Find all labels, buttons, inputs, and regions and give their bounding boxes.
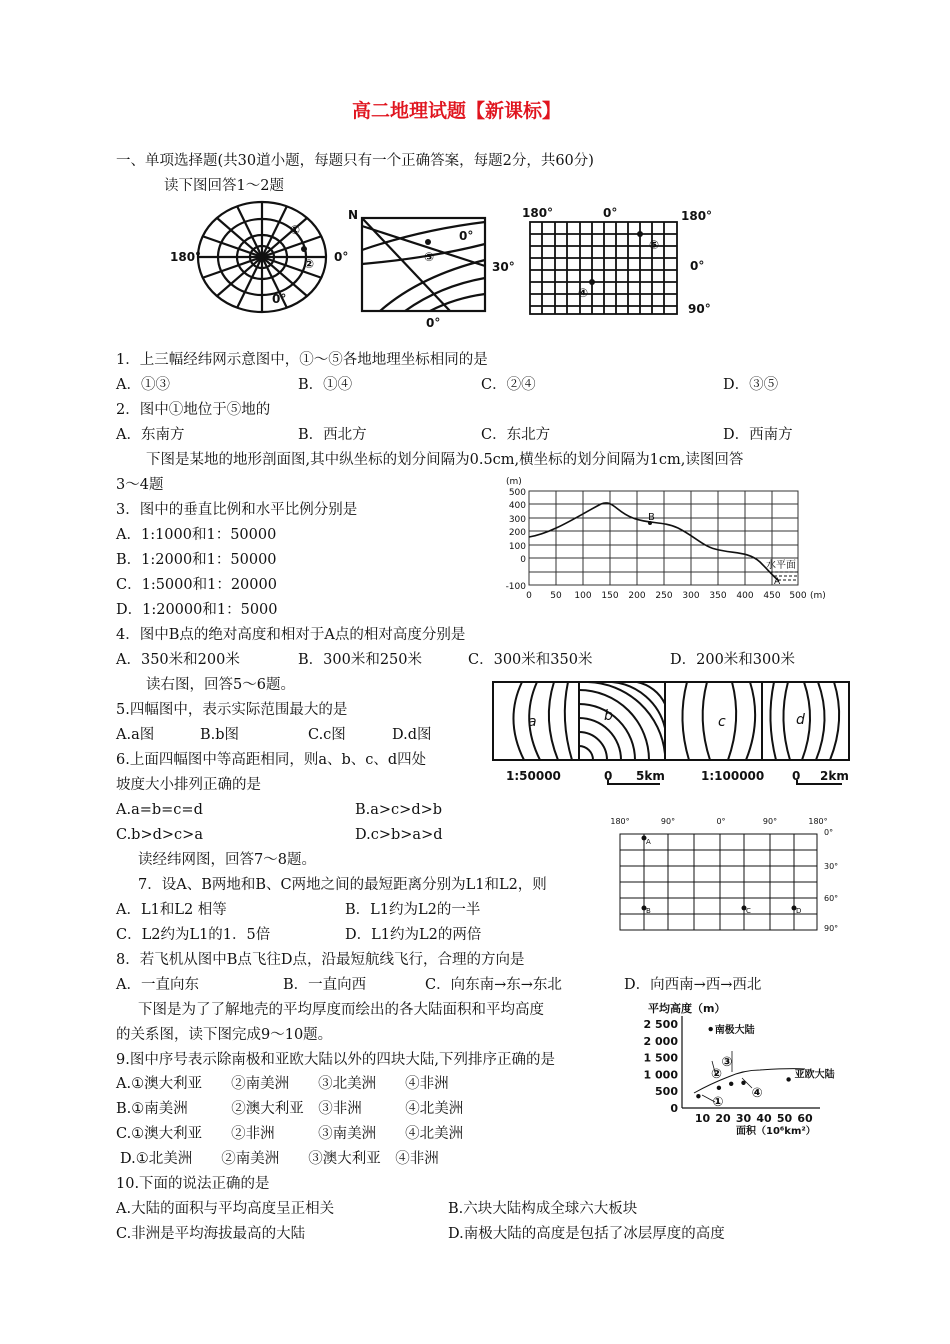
q1-option-c: C．②④ xyxy=(481,377,536,393)
scale-b-zero: 0 xyxy=(604,769,613,783)
grid-c-180-right-label: 180° xyxy=(681,209,713,223)
chart-x-tick: 40 xyxy=(756,1112,772,1125)
q5-option-a: A.a图 xyxy=(116,727,155,743)
chart-xlabel: 面积（10⁶km²） xyxy=(736,1126,816,1137)
q1-option-b: B．①④ xyxy=(298,377,353,393)
profile-x-unit: (m) xyxy=(810,591,826,601)
polar-0-label: 0° xyxy=(334,250,349,264)
lat-label: 90° xyxy=(824,924,839,933)
q3-option-d: D．1:20000和1：5000 xyxy=(116,602,278,618)
chart-point xyxy=(696,1094,700,1098)
x-tick: 200 xyxy=(628,591,646,601)
q8-option-a: A．一直向东 xyxy=(116,977,199,993)
polar-0-bottom-label: 0° xyxy=(272,292,287,306)
q10-stem: 10.下面的说法正确的是 xyxy=(116,1176,270,1192)
lon-label: 90° xyxy=(762,817,778,826)
q2-option-a: A．东南方 xyxy=(116,427,185,443)
intro-1-2: 读下图回答1～2题 xyxy=(164,178,284,194)
grid-c-90-label: 90° xyxy=(688,302,711,316)
y-tick: 300 xyxy=(508,515,526,525)
q6-option-c: C.b>d>c>a xyxy=(116,827,203,843)
grid-b-0-bottom-label: 0° xyxy=(426,316,441,330)
x-tick: 450 xyxy=(763,591,781,601)
q3-stem: 3．图中的垂直比例和水平比例分别是 xyxy=(116,502,358,518)
map-c-label: c xyxy=(718,714,726,730)
x-tick: 350 xyxy=(709,591,727,601)
q9-option-b: B.①南美洲 ②澳大利亚 ③非洲 ④北美洲 xyxy=(116,1101,464,1117)
intro-7-8: 读经纬网图，回答7～8题。 xyxy=(138,852,316,868)
chart-point-label: ④ xyxy=(751,1085,763,1101)
x-tick: 300 xyxy=(682,591,700,601)
chart-point xyxy=(717,1086,721,1090)
latlon-grid xyxy=(610,814,840,934)
map-a-label: a xyxy=(528,714,537,730)
point-3-label: ③ xyxy=(424,250,435,264)
chart-y-tick: 2 500 xyxy=(643,1018,678,1031)
section-heading: 一、单项选择题(共30道小题，每题只有一个正确答案，每题2分，共60分) xyxy=(116,153,594,169)
point-a: A xyxy=(646,838,651,846)
q6-stem-line1: 6.上面四幅图中等高距相同，则a、b、c、d四处 xyxy=(116,752,427,768)
contour-maps xyxy=(492,680,852,790)
lon-label: 0° xyxy=(716,817,726,826)
point-b: B xyxy=(646,907,651,915)
q7-option-a: A．L1和L2 相等 xyxy=(116,902,227,918)
chart-point-label: ② xyxy=(710,1066,722,1082)
chart-point xyxy=(786,1077,790,1081)
q7-option-d: D．L1约为L2的两倍 xyxy=(345,927,482,943)
point-2-label: ② xyxy=(304,257,315,271)
chart-point-label: 亚欧大陆 xyxy=(794,1069,835,1081)
point-5-label: ⑤ xyxy=(649,238,660,252)
chart-x-tick: 60 xyxy=(797,1112,813,1125)
y-tick: 500 xyxy=(508,488,526,498)
grid-c-180-left-label: 180° xyxy=(522,206,554,220)
y-tick: -100 xyxy=(505,582,526,592)
y-tick: 200 xyxy=(508,528,526,538)
lon-label: 180° xyxy=(808,817,828,826)
x-tick: 100 xyxy=(574,591,592,601)
graticule-figures xyxy=(0,196,950,336)
scale-a-label: 1:50000 xyxy=(506,769,561,783)
q4-option-d: D．200米和300米 xyxy=(670,652,795,668)
scale-d-label: 2km xyxy=(820,769,849,783)
chart-y-tick: 2 000 xyxy=(643,1034,678,1048)
chart-x-tick: 20 xyxy=(715,1112,731,1125)
q2-stem: 2．图中①地位于⑤地的 xyxy=(116,402,271,418)
profile-b-label: B xyxy=(648,512,655,523)
point-d: D xyxy=(796,907,802,915)
sea-level-label: 水平面 xyxy=(766,560,796,571)
x-tick: 150 xyxy=(601,591,619,601)
grid-b-30-label: 30° xyxy=(492,260,515,274)
q8-option-d: D．向西南→西→西北 xyxy=(624,977,762,993)
q4-option-b: B．300米和250米 xyxy=(298,652,423,668)
north-label: N xyxy=(348,208,359,222)
lon-label: 90° xyxy=(660,817,676,826)
x-tick: 0 xyxy=(526,591,532,601)
chart-y-tick: 1 500 xyxy=(643,1051,678,1065)
q4-option-c: C．300米和350米 xyxy=(468,652,593,668)
q5-option-b: B.b图 xyxy=(200,727,240,743)
x-tick: 500 xyxy=(789,591,807,601)
chart-x-tick: 30 xyxy=(735,1112,752,1125)
profile-y-unit: (m) xyxy=(506,477,522,487)
intro-3-4-line1: 下图是某地的地形剖面图,其中纵坐标的划分间隔为0.5cm,横坐标的划分间隔为1cm,读图回答 xyxy=(146,452,744,468)
q5-option-c: C.c图 xyxy=(308,727,346,743)
polar-180-label: 180° xyxy=(170,250,202,264)
point-c: C xyxy=(746,907,751,915)
point-1-label: ① xyxy=(290,223,301,237)
lon-label: 180° xyxy=(610,817,630,826)
q2-option-b: B．西北方 xyxy=(298,427,367,443)
point-4-label: ④ xyxy=(578,286,589,300)
q7-option-b: B．L1约为L2的一半 xyxy=(345,902,481,918)
q2-option-c: C．东北方 xyxy=(481,427,551,443)
q8-option-b: B．一直向西 xyxy=(283,977,367,993)
y-tick: 0 xyxy=(520,555,526,565)
intro-5-6: 读右图，回答5～6题。 xyxy=(146,677,295,693)
grid-b-0-label: 0° xyxy=(459,229,474,243)
q8-option-c: C．向东南→东→东北 xyxy=(425,977,562,993)
q3-option-b: B．1:2000和1：50000 xyxy=(116,552,277,568)
q8-stem: 8．若飞机从图中B点飞往D点，沿最短航线飞行，合理的方向是 xyxy=(116,952,525,968)
q1-stem: 1．上三幅经纬网示意图中，①～⑤各地地理坐标相同的是 xyxy=(116,352,488,368)
scale-d-zero: 0 xyxy=(792,769,801,783)
grid-c-0-right-label: 0° xyxy=(690,259,705,273)
q10-option-d: D.南极大陆的高度是包括了冰层厚度的高度 xyxy=(448,1226,725,1242)
y-tick: 400 xyxy=(508,501,526,511)
page-title: 高二地理试题【新课标】 xyxy=(352,100,562,122)
q9-option-c: C.①澳大利亚 ②非洲 ③南美洲 ④北美洲 xyxy=(116,1126,464,1142)
x-tick: 250 xyxy=(655,591,673,601)
chart-y-tick: 500 xyxy=(655,1085,678,1099)
grid-c-0-top-label: 0° xyxy=(603,206,618,220)
q9-option-d: D.①北美洲 ②南美洲 ③澳大利亚 ④非洲 xyxy=(120,1151,439,1167)
q6-option-b: B.a>c>d>b xyxy=(355,802,443,818)
q6-option-d: D.c>b>a>d xyxy=(355,827,443,843)
q2-option-d: D．西南方 xyxy=(723,427,793,443)
chart-y-tick: 1 000 xyxy=(643,1068,678,1082)
q10-option-a: A.大陆的面积与平均高度呈正相关 xyxy=(116,1201,335,1217)
intro-3-4-line2: 3～4题 xyxy=(116,477,164,493)
q5-option-d: D.d图 xyxy=(392,727,432,743)
intro-9-10-line1: 下图是为了了解地壳的平均厚度而绘出的各大陆面积和平均高度 xyxy=(138,1002,544,1018)
chart-y-tick: 0 xyxy=(670,1102,678,1115)
chart-point xyxy=(741,1081,745,1085)
q1-option-a: A．①③ xyxy=(116,377,170,393)
area-elevation-chart xyxy=(640,1000,835,1137)
lat-label: 30° xyxy=(824,862,839,871)
q7-stem: 7．设A、B两地和B、C两地之间的最短距离分别为L1和L2，则 xyxy=(138,877,547,893)
chart-ylabel: 平均高度（m） xyxy=(648,1002,726,1015)
terrain-profile xyxy=(498,476,838,606)
q6-option-a: A.a=b=c=d xyxy=(116,802,203,818)
q1-option-d: D．③⑤ xyxy=(723,377,779,393)
map-d-label: d xyxy=(796,712,805,728)
scale-b-label: 5km xyxy=(636,769,665,783)
chart-point xyxy=(709,1027,713,1031)
chart-point-label: ③ xyxy=(721,1054,733,1070)
chart-point-label: ① xyxy=(712,1095,724,1111)
q9-stem: 9.图中序号表示除南极和亚欧大陆以外的四块大陆,下列排序正确的是 xyxy=(116,1052,555,1068)
chart-point-label: 南极大陆 xyxy=(714,1025,755,1037)
q4-stem: 4．图中B点的绝对高度和相对于A点的相对高度分别是 xyxy=(116,627,466,643)
q6-stem-line2: 坡度大小排列正确的是 xyxy=(116,777,261,793)
q4-option-a: A．350米和200米 xyxy=(116,652,240,668)
chart-x-tick: 10 xyxy=(694,1112,711,1125)
intro-9-10-line2: 的关系图，读下图完成9～10题。 xyxy=(116,1027,333,1043)
y-tick: 100 xyxy=(508,542,526,552)
q3-option-a: A．1:1000和1：50000 xyxy=(116,527,277,543)
map-b-label: b xyxy=(604,708,613,724)
q7-option-c: C．L2约为L1的1．5倍 xyxy=(116,927,271,943)
x-tick: 50 xyxy=(550,591,562,601)
q10-option-b: B.六块大陆构成全球六大板块 xyxy=(448,1201,638,1217)
lat-label: 60° xyxy=(824,894,839,903)
polar-s-label: S xyxy=(257,251,266,265)
chart-x-tick: 50 xyxy=(776,1112,793,1125)
q3-option-c: C．1:5000和1：20000 xyxy=(116,577,277,593)
scale-c-label: 1:100000 xyxy=(701,769,765,783)
lat-label: 0° xyxy=(824,828,834,837)
q5-stem: 5.四幅图中，表示实际范围最大的是 xyxy=(116,702,348,718)
chart-point xyxy=(729,1082,733,1086)
profile-a-label: A xyxy=(774,577,781,587)
q9-option-a: A.①澳大利亚 ②南美洲 ③北美洲 ④非洲 xyxy=(116,1076,449,1092)
q10-option-c: C.非洲是平均海拔最高的大陆 xyxy=(116,1226,306,1242)
x-tick: 400 xyxy=(736,591,754,601)
